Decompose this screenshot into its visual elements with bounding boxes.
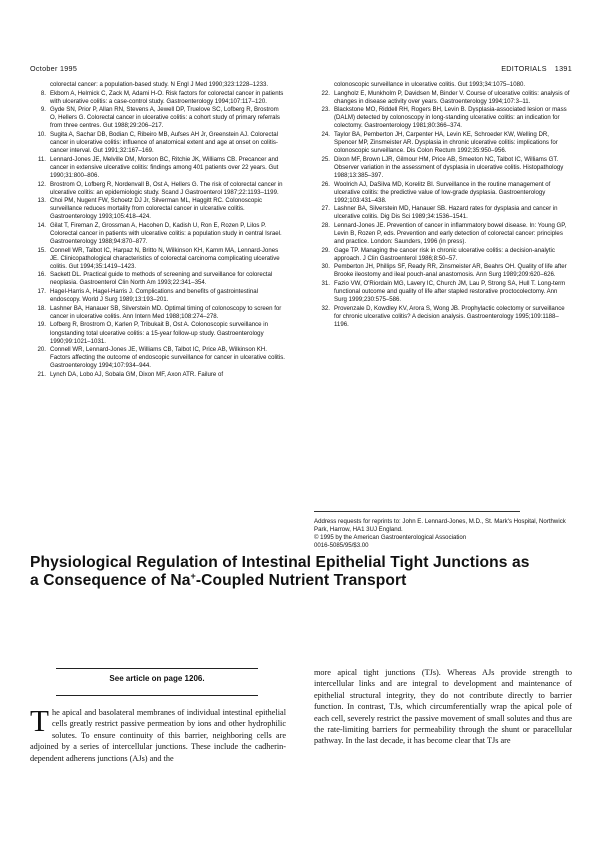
- reference-number: 29.: [321, 246, 330, 254]
- drop-cap: T: [30, 703, 49, 738]
- article-code: 0016-5085/95/$3.00: [314, 542, 369, 549]
- reference-text: Lashner BA, Hanauer SB, Silverstein MD. Optimal timing of colonoscopy to screen for cancer in ulcerative colitis. Ann Intern Med 1988;108:274–278.: [50, 304, 282, 320]
- reference-text: Lennard-Jones JE, Melville DM, Morson BC, Ritchie JK, Williams CB. Precancer and cancer in extensive ulcerative colitis: findings among 401 patients over 22 years. Gut 1990;31:800–806.: [50, 155, 279, 179]
- title-superscript: +: [190, 570, 196, 581]
- reference-item: [30, 156, 286, 180]
- reference-item: [314, 131, 570, 155]
- reference-item: [314, 156, 570, 180]
- correspondence-block: [314, 518, 572, 550]
- issue-date: October 1995: [30, 64, 78, 73]
- reference-text: Lashner BA, Silverstein MD, Hanauer SB. Hazard rates for dysplasia and cancer in ulcerative colitis. Dig Dis Sci 1989;34:1536–1541.: [334, 205, 558, 221]
- reference-item: [30, 305, 286, 321]
- reference-item: [30, 222, 286, 246]
- reference-number: 22.: [321, 89, 330, 97]
- reference-number: 9.: [40, 106, 46, 114]
- see-article-link[interactable]: See article on page 1206.: [109, 674, 205, 683]
- reference-text: Provenzale D, Kowdley KV, Arora S, Wong JB. Prophylactic colectomy or surveillance for chronic ulcerative colitis? A decision analysis. Gastroenterology 1995;109:1188–1196.: [334, 304, 565, 328]
- reference-number: 12.: [37, 180, 46, 188]
- reference-number: 31.: [321, 280, 330, 288]
- reference-text: Connell WR, Talbot IC, Harpaz N, Britto N, Wilkinson KH, Kamm MA, Lennard-Jones JE. Clinicopathological characteristics of colorectal carcinoma complicating ulcerative colitis. Gut 1994;35:1419–1423.: [50, 246, 280, 270]
- reference-item: [30, 197, 286, 221]
- reference-item: [314, 305, 570, 329]
- reference-number: 24.: [321, 131, 330, 139]
- reference-item: [314, 263, 570, 279]
- reference-number: 14.: [37, 221, 46, 229]
- see-article-rule-bottom: [56, 695, 258, 696]
- reference-item: [30, 346, 286, 370]
- reference-text: Langholz E, Munkholm P, Davidsen M, Binder V. Course of ulcerative colitis: analysis of changes in disease activity over years. Gastroenterology 1994;107:3–11.: [334, 89, 570, 105]
- reference-text: Connell WR, Lennard-Jones JE, Williams CB, Talbot IC, Price AB, Wilkinson KH. Factors affecting the outcome of endoscopic surveillance for cancer in ulcerative colitis. Gastroenterology 1994;107:934–944.: [50, 346, 285, 370]
- reference-number: 26.: [321, 180, 330, 188]
- reference-text: Choi PM, Nugent FW, Schoetz DJ Jr, Silverman ML, Haggitt RC. Colonoscopic surveillance reduces mortality from colorectal cancer in ulcerative colitis. Gastroenterology 1993;105:418–424.: [50, 197, 263, 221]
- reference-item: [30, 247, 286, 271]
- section-and-page: [501, 64, 572, 73]
- page-number: 1391: [554, 64, 572, 73]
- reference-item: [314, 106, 570, 130]
- reference-item: [314, 205, 570, 221]
- body-text-right: more apical tight junctions (TJs). Whereas AJs provide strength to intercellular links and are integral to development and maintenance of epithelial structural integrity, they do not contribute directly to barrier function. In contrast, TJs, which circumferentially wrap the apical pole of each cell, severely restrict the passive movement of small solutes and thus are the rate-limiting barriers for permeability through the shunt or paracellular pathway. In the last decade, it has become clear that TJs are: [314, 668, 572, 746]
- copyright-line: © 1995 by the American Gastroenterological Association: [314, 534, 467, 541]
- reference-text: Lofberg R, Brostrom O, Karlen P, Tribukait B, Ost A. Colonoscopic surveillance in longstanding total ulcerative colitis: a 15-year follow-up study. Gastroenterology 1990;99:1021–1031.: [50, 321, 269, 345]
- reference-number: 16.: [37, 271, 46, 279]
- reference-item: [30, 90, 286, 106]
- reference-number: 13.: [37, 197, 46, 205]
- reference-number: 11.: [37, 155, 46, 163]
- reference-item: [30, 106, 286, 130]
- reference-item: [30, 181, 286, 197]
- reference-text: colorectal cancer: a population-based study. N Engl J Med 1990;323:1228–1233.: [50, 81, 269, 88]
- reference-text: Fazio VW, O'Riordain MG, Lavery IC, Church JM, Lau P, Strong SA, Hull T. Long-term functional outcome and quality of life after stapled restorative proctocolectomy. Ann Surg 1999;230:575–586.: [334, 280, 566, 304]
- reference-number: 20.: [37, 346, 46, 354]
- reference-item: [30, 288, 286, 304]
- reference-text: Taylor BA, Pemberton JH, Carpenter HA, Levin KE, Schroeder KW, Welling DR, Spencer MP, Zinsmeister AR. Dysplasia in chronic ulcerative colitis: implications for colonoscopic surveillance. Dis Colon Rectum 1992;35:950–956.: [334, 131, 558, 155]
- article-title: [30, 554, 530, 589]
- reference-number: 8.: [40, 89, 46, 97]
- reference-text: Dixon MF, Brown LJR, Gilmour HM, Price AB, Smeeton NC, Talbot IC, Williams GT. Observer variation in the assessment of dysplasia in ulcerative colitis. Histopathology 1988;13:385–397.: [334, 155, 564, 179]
- reference-number: 21.: [37, 370, 46, 378]
- see-article-rule-top: [56, 668, 258, 669]
- reference-item: [30, 81, 286, 89]
- title-part-1: Physiological Regulation of Intestinal Epithelial Tight Junctions as a Consequence of Na: [30, 554, 530, 589]
- title-part-2: -Coupled Nutrient Transport: [195, 571, 407, 589]
- correspondence-divider: [314, 511, 520, 512]
- reference-number: 15.: [37, 246, 46, 254]
- section-name: EDITORIALS: [501, 64, 547, 73]
- reference-number: 32.: [321, 304, 330, 312]
- reference-item: [30, 271, 286, 287]
- reference-number: 28.: [321, 221, 330, 229]
- reference-text: Hagel-Harris A, Hagel-Harris J. Complications and benefits of gastrointestinal endoscopy. World J Surg 1989;13:193–201.: [50, 288, 258, 304]
- reprint-address: Address requests for reprints to: John E. Lennard-Jones, M.D., St. Mark's Hospital, Northwick Park, Harrow, HA1 3UJ England.: [314, 518, 566, 533]
- reference-item: [314, 280, 570, 304]
- reference-number: 18.: [37, 304, 46, 312]
- reference-column-left: [30, 81, 286, 380]
- reference-column-right: [314, 81, 570, 330]
- reference-text: Blackstone MO, Riddell RH, Rogers BH, Levin B. Dysplasia-associated lesion or mass (DALM) detected by colonoscopy in long-standing ulcerative colitis: an indication for colectomy. Gastroenterology 1981;80:366–374.: [334, 106, 567, 130]
- reference-text: colonoscopic surveillance in ulcerative colitis. Gut 1993;34:1075–1080.: [334, 81, 526, 88]
- reference-text: Brostrom O, Lofberg R, Nordenvall B, Ost A, Hellers G. The risk of colorectal cancer in ulcerative colitis: an epidemiologic study. Scand J Gastroenterol 1987;22:1193–1199.: [50, 180, 283, 196]
- body-left-text: he apical and basolateral membranes of individual intestinal epithelial cells greatly restrict passive permeation by ions and other hydrophilic solutes. To ensure continuity of this barrier, neighboring cells are adjoined by a series of intercellular junctions. These include the cadherin-dependent adherens junctions (AJs) and the: [30, 708, 286, 763]
- reference-item: [314, 247, 570, 263]
- reference-item: [314, 81, 570, 89]
- reference-number: 27.: [321, 205, 330, 213]
- reference-number: 23.: [321, 106, 330, 114]
- body-text-left: [30, 703, 286, 764]
- reference-number: 10.: [37, 131, 46, 139]
- reference-item: [30, 371, 286, 379]
- reference-text: Pemberton JH, Phillips SF, Ready RR, Zinsmeister AR, Beahrs OH. Quality of life after Brooke ileostomy and ileal pouch-anal anastomosis. Ann Surg 1989;209:620–626.: [334, 263, 567, 279]
- reference-text: Ekbom A, Helmick C, Zack M, Adami H-O. Risk factors for colorectal cancer in patients with ulcerative colitis: a case-control study. Gastroenterology 1994;107:117–120.: [50, 89, 284, 105]
- reference-text: Sugita A, Sachar DB, Bodian C, Ribeiro MB, Aufses AH Jr, Greenstein AJ. Colorectal cancer in ulcerative colitis: influence of anatomical extent and age at onset on colitis-cancer interval. Gut 1991;32:167–169.: [50, 131, 278, 155]
- reference-text: Lynch DA, Lobo AJ, Sobala GM, Dixon MF, Axon ATR. Failure of: [50, 370, 224, 378]
- reference-number: 25.: [321, 155, 330, 163]
- reference-text: Gyde SN, Prior P, Allan RN, Stevens A, Jewell DP, Truelove SC, Lofberg R, Brostrom O, Hellers G. Colorectal cancer in ulcerative colitis: a cohort study of primary referrals from three centres. Gut 1988;29:206–217.: [50, 106, 280, 130]
- reference-text: Sackett DL. Practical guide to methods of screening and surveillance for colorectal neoplasia. Gastroenterol Clin North Am 1993;22:341–354.: [50, 271, 273, 287]
- reference-text: Gage TP. Managing the cancer risk in chronic ulcerative colitis: a decision-analytic approach. J Clin Gastroenterol 1986;8:50–57.: [334, 246, 555, 262]
- reference-number: 17.: [37, 288, 46, 296]
- reference-text: Lennard-Jones JE. Prevention of cancer in inflammatory bowel disease. In: Young GP, Levin B, Rozen P, eds. Prevention and early detection of colorectal cancer: principles and practice. London: Saunders, 1996 (in press).: [334, 221, 567, 246]
- reference-item: [30, 321, 286, 345]
- reference-item: [314, 181, 570, 205]
- reference-number: 19.: [37, 321, 46, 329]
- reference-item: [30, 131, 286, 155]
- reference-text: Gilat T, Fireman Z, Grossman A, Hacohen D, Kadish U, Ron E, Rozen P, Lilos P. Colorectal cancer in patients with ulcerative colitis: a population study in central Israel. Gastroenterology 1988;94:870–877.: [50, 221, 282, 246]
- reference-item: [314, 90, 570, 106]
- reference-item: [314, 222, 570, 246]
- reference-text: Woolrich AJ, DaSilva MD, Korelitz BI. Surveillance in the routine management of ulcerative colitis: the predictive value of low-grade dysplasia. Gastroenterology 1992;103:431–438.: [334, 180, 551, 204]
- reference-number: 30.: [321, 263, 330, 271]
